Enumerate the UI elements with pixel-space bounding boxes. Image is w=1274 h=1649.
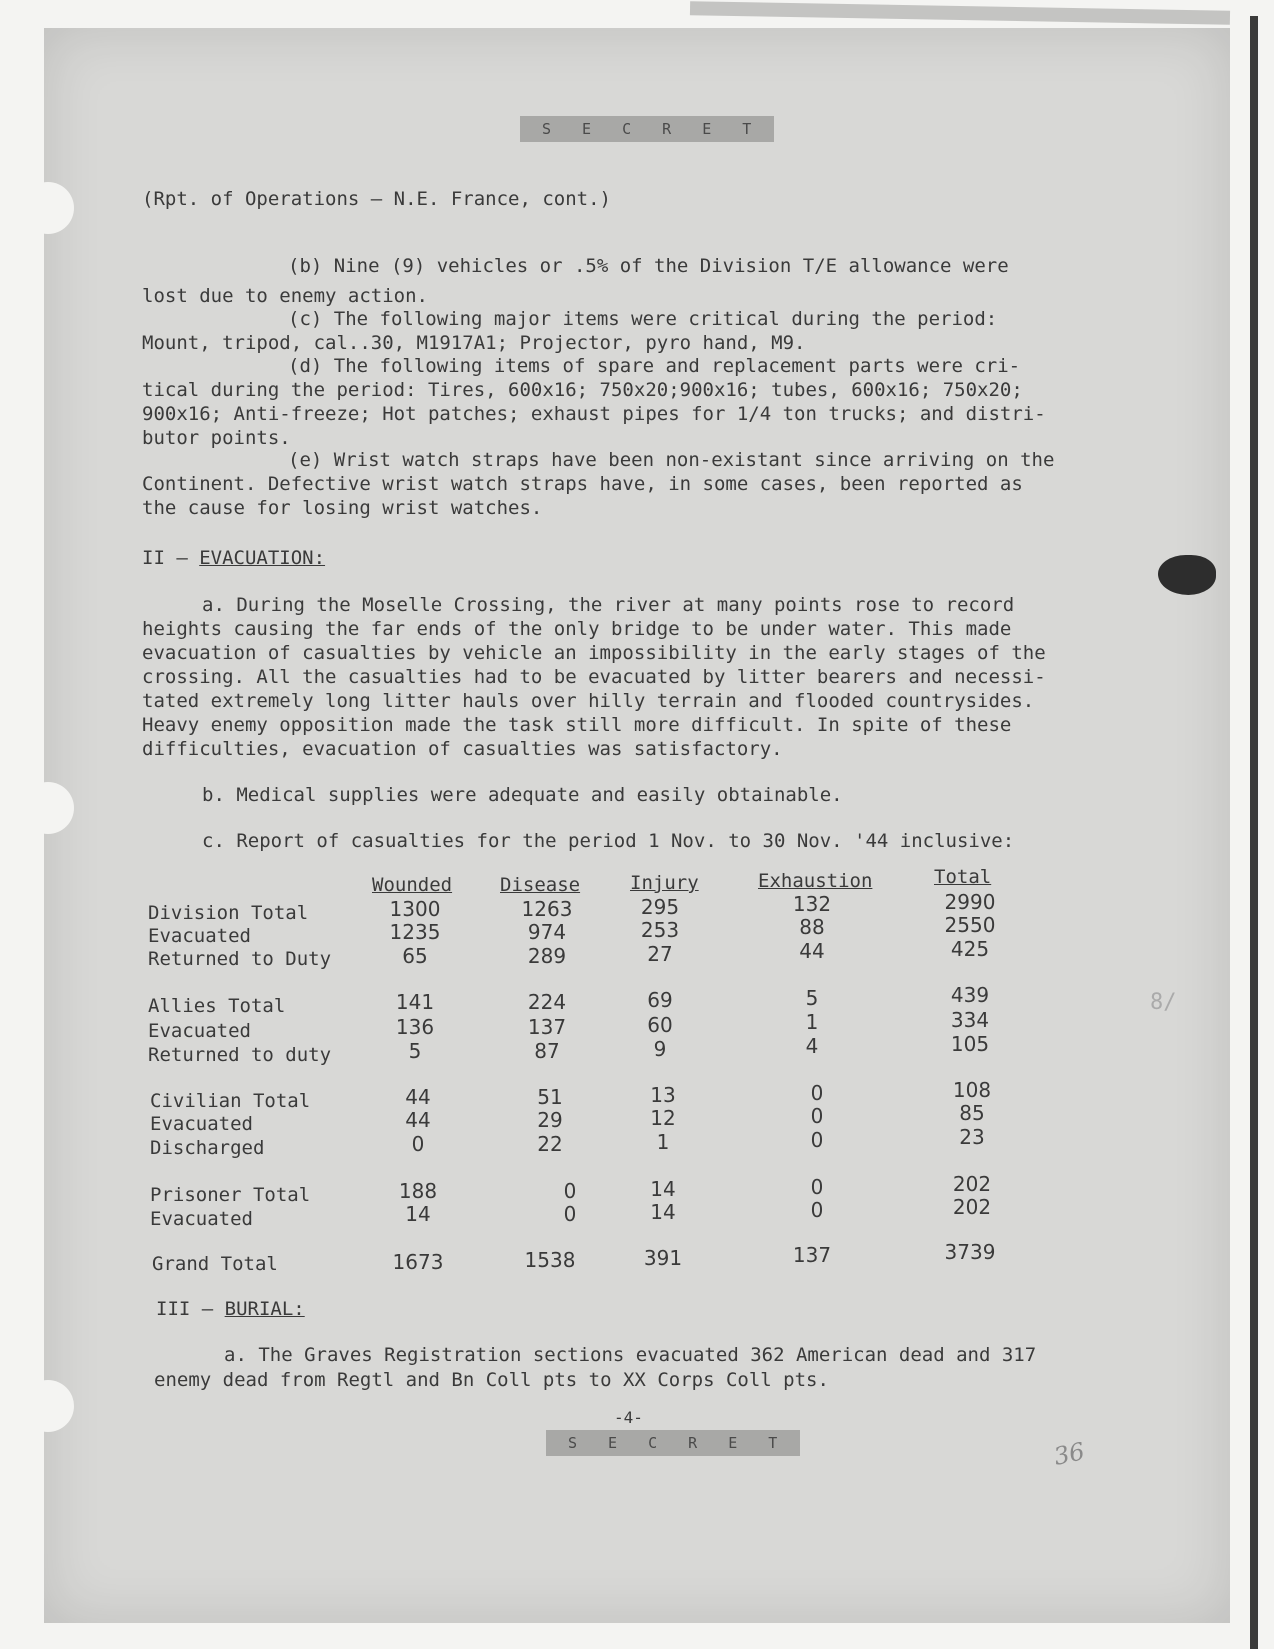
cell-value: 27: [647, 942, 673, 966]
cell-value: 13: [650, 1083, 676, 1107]
cell-value: 439: [950, 983, 990, 1007]
cell-value: 23: [959, 1125, 985, 1149]
cell-value: 29: [537, 1108, 563, 1132]
evac-a-line3: evacuation of casualties by vehicle an impossibility in the early stages of the: [142, 642, 1046, 664]
cell-value: 22: [537, 1132, 563, 1156]
pencil-page-annotation: 36: [1051, 1437, 1088, 1471]
para-b-line2: lost due to enemy action.: [142, 285, 428, 307]
row-label-grand-total: Grand Total: [152, 1253, 278, 1275]
cell-value: 105: [950, 1032, 990, 1056]
para-b-line1: (b) Nine (9) vehicles or .5% of the Division T/E allowance were: [288, 255, 1009, 277]
row-label: Prisoner Total: [150, 1184, 311, 1206]
cell-value: 974: [527, 920, 567, 944]
cell-value: 85: [959, 1101, 985, 1125]
scan-smudge: [690, 1, 1230, 24]
cell-value: 0: [411, 1132, 425, 1156]
cell-value: 295: [640, 895, 680, 919]
cell-value: 0: [563, 1202, 577, 1226]
para-e-line3: the cause for losing wrist watches.: [142, 497, 543, 519]
para-d-line2: tical during the period: Tires, 600x16; 750x20;900x16; tubes, 600x16; 750x20;: [142, 379, 1023, 401]
col-header-injury: Injury: [630, 872, 699, 894]
cell-value: 51: [537, 1085, 563, 1109]
section-evacuation-heading: II — EVACUATION:: [142, 547, 326, 569]
evac-a-line2: heights causing the far ends of the only bridge to be under water. This made: [142, 618, 1012, 640]
cell-value: 14: [405, 1202, 431, 1226]
burial-a-line1: a. The Graves Registration sections evacuated 362 American dead and 317: [224, 1344, 1037, 1366]
row-label: Returned to Duty: [148, 948, 332, 970]
row-label: Evacuated: [150, 1113, 253, 1135]
row-label: Allies Total: [148, 995, 286, 1017]
evac-a-line1: a. During the Moselle Crossing, the river at many points rose to record: [202, 594, 1015, 616]
para-e-line2: Continent. Defective wrist watch straps have, in some cases, been reported as: [142, 473, 1023, 495]
cell-value: 12: [650, 1106, 676, 1130]
cell-value: 65: [402, 944, 428, 968]
cell-value: 0: [810, 1175, 824, 1199]
cell-value: 0: [810, 1104, 824, 1128]
cell-value: 1300: [389, 897, 441, 921]
cell-value: 1: [805, 1010, 819, 1034]
row-label: Evacuated: [150, 1208, 253, 1230]
cell-value: 1263: [521, 897, 573, 921]
ink-blot: [1158, 555, 1216, 595]
burial-a-line2: enemy dead from Regtl and Bn Coll pts to XX Corps Coll pts.: [154, 1369, 829, 1391]
row-label: Division Total: [148, 902, 309, 924]
page-edge-shadow: [1250, 16, 1258, 1649]
cell-value: 2990: [944, 890, 996, 914]
punch-hole-bottom: [22, 1380, 74, 1432]
evac-a-line7: difficulties, evacuation of casualties was satisfactory.: [142, 738, 783, 760]
cell-value: 1235: [389, 920, 441, 944]
cell-value: 425: [950, 937, 990, 961]
cell-value: 391: [643, 1246, 683, 1270]
cell-value: 4: [805, 1034, 819, 1058]
cell-value: 188: [398, 1179, 438, 1203]
secret-stamp-top: S E C R E T: [520, 116, 774, 142]
cell-value: 44: [405, 1108, 431, 1132]
cell-value: 5: [408, 1039, 422, 1063]
cell-value: 141: [395, 990, 435, 1014]
evac-b-line: b. Medical supplies were adequate and easily obtainable.: [202, 784, 843, 806]
cell-value: 87: [534, 1039, 560, 1063]
cell-value: 44: [799, 939, 825, 963]
cell-value: 14: [650, 1177, 676, 1201]
row-label: Evacuated: [148, 1020, 251, 1042]
cell-value: 132: [792, 892, 832, 916]
col-header-total: Total: [934, 866, 992, 888]
cell-value: 0: [810, 1198, 824, 1222]
para-c-line1: (c) The following major items were critical during the period:: [288, 308, 998, 330]
row-label: Evacuated: [148, 925, 251, 947]
cell-value: 0: [563, 1179, 577, 1203]
cell-value: 202: [952, 1172, 992, 1196]
cell-value: 137: [527, 1015, 567, 1039]
evac-a-line5: tated extremely long litter hauls over hilly terrain and flooded countrysides.: [142, 690, 1035, 712]
row-label: Discharged: [150, 1137, 265, 1159]
cell-value: 253: [640, 918, 680, 942]
evac-c-line: c. Report of casualties for the period 1 Nov. to 30 Nov. '44 inclusive:: [202, 830, 1015, 852]
section-burial-heading: III — BURIAL:: [156, 1298, 305, 1320]
row-label: Returned to duty: [148, 1044, 332, 1066]
cell-value: 224: [527, 990, 567, 1014]
evac-a-line4: crossing. All the casualties had to be evacuated by litter bearers and necessi-: [142, 666, 1046, 688]
cell-value: 3739: [944, 1240, 996, 1264]
col-header-disease: Disease: [500, 874, 581, 896]
cell-value: 1: [656, 1130, 670, 1154]
col-header-exhaustion: Exhaustion: [758, 870, 873, 892]
page-number: -4-: [614, 1408, 643, 1427]
cell-value: 14: [650, 1200, 676, 1224]
cell-value: 69: [647, 988, 673, 1012]
pencil-margin-mark: 8/: [1150, 990, 1177, 1015]
cell-value: 44: [405, 1085, 431, 1109]
cell-value: 108: [952, 1078, 992, 1102]
cell-value: 2550: [944, 913, 996, 937]
row-label: Civilian Total: [150, 1090, 311, 1112]
cell-value: 5: [805, 986, 819, 1010]
cell-value: 202: [952, 1195, 992, 1219]
cell-value: 136: [395, 1015, 435, 1039]
document-heading: (Rpt. of Operations — N.E. France, cont.): [142, 188, 611, 210]
para-d-line4: butor points.: [142, 427, 291, 449]
cell-value: 334: [950, 1008, 990, 1032]
cell-value: 1538: [524, 1248, 576, 1272]
secret-stamp-bottom: S E C R E T: [546, 1430, 800, 1456]
cell-value: 9: [653, 1037, 667, 1061]
cell-value: 289: [527, 944, 567, 968]
cell-value: 88: [799, 915, 825, 939]
para-e-line1: (e) Wrist watch straps have been non-existant since arriving on the: [288, 449, 1055, 471]
para-d-line3: 900x16; Anti-freeze; Hot patches; exhaust pipes for 1/4 ton trucks; and distri-: [142, 403, 1046, 425]
col-header-wounded: Wounded: [372, 874, 453, 896]
para-d-line1: (d) The following items of spare and replacement parts were cri-: [288, 355, 1021, 377]
cell-value: 0: [810, 1128, 824, 1152]
cell-value: 0: [810, 1081, 824, 1105]
punch-hole-middle: [22, 782, 74, 834]
para-c-line2: Mount, tripod, cal..30, M1917A1; Projector, pyro hand, M9.: [142, 332, 806, 354]
cell-value: 137: [792, 1243, 832, 1267]
punch-hole-top: [22, 182, 74, 234]
cell-value: 60: [647, 1013, 673, 1037]
evac-a-line6: Heavy enemy opposition made the task still more difficult. In spite of these: [142, 714, 1012, 736]
cell-value: 1673: [392, 1250, 444, 1274]
